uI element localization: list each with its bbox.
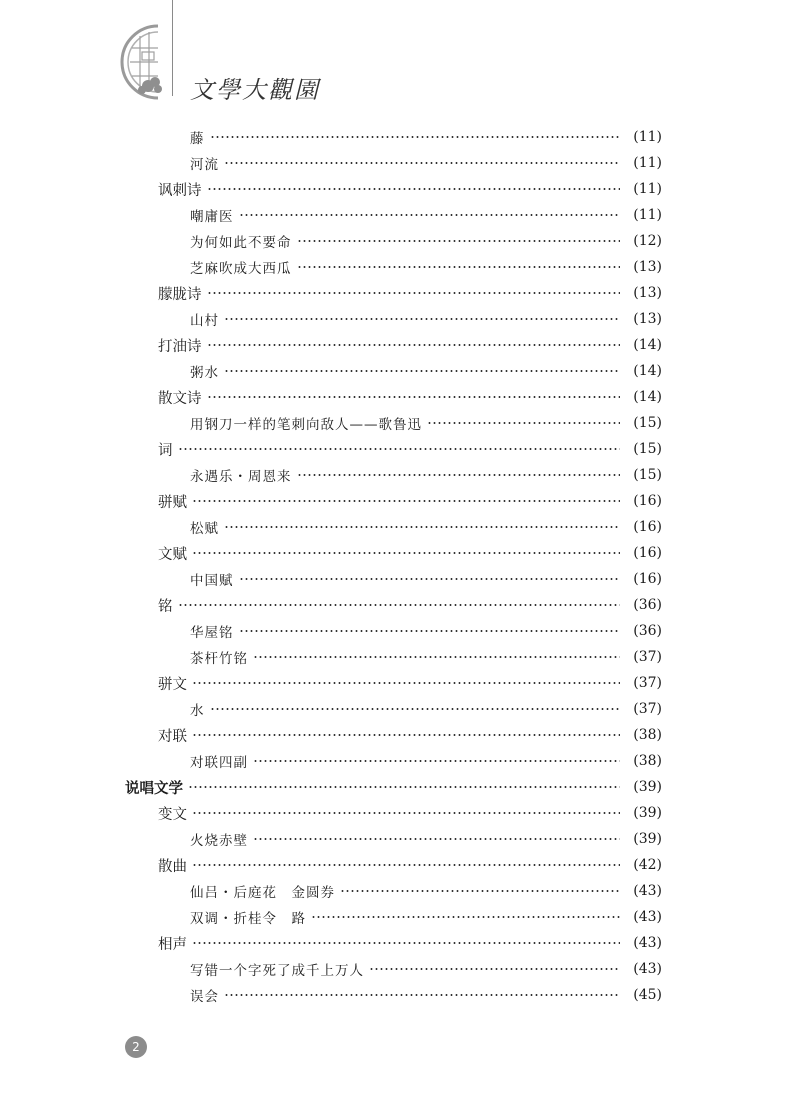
toc-entry-title: 散曲 — [158, 858, 187, 875]
toc-page-number: (11) — [633, 155, 662, 171]
dot-leader — [224, 993, 620, 997]
toc-entry-title: 为何如此不要命 — [190, 235, 292, 251]
toc-entry-title: 中国赋 — [190, 573, 234, 589]
toc-page-number: (15) — [633, 441, 662, 457]
toc-entry-title: 变文 — [158, 806, 187, 823]
toc-genre[interactable] — [0, 592, 790, 618]
dot-leader — [207, 343, 621, 347]
toc-genre[interactable] — [0, 930, 790, 956]
toc-entry-title: 松赋 — [190, 521, 219, 537]
lattice-window-emblem-icon — [118, 22, 176, 102]
toc-page-number: (43) — [633, 909, 662, 925]
toc-page-number: (38) — [633, 727, 662, 743]
toc-page-number: (37) — [633, 649, 662, 665]
toc-entry[interactable] — [0, 150, 790, 176]
toc-entry-title: 文赋 — [158, 546, 187, 563]
toc-entry-title: 双调・折桂令 路 — [190, 911, 306, 927]
toc-page-number: (14) — [633, 389, 662, 405]
toc-entry-title: 铭 — [158, 598, 173, 615]
toc-entry-title: 水 — [190, 703, 205, 719]
dot-leader — [224, 161, 620, 165]
toc-page-number: (11) — [633, 181, 662, 197]
toc-entry-title: 华屋铭 — [190, 625, 234, 641]
dot-leader — [178, 447, 621, 451]
toc-page-number: (16) — [633, 545, 662, 561]
toc-entry[interactable] — [0, 228, 790, 254]
toc-entry[interactable] — [0, 254, 790, 280]
dot-leader — [297, 265, 621, 269]
dot-leader — [210, 135, 621, 139]
toc-entry-title: 讽刺诗 — [158, 182, 202, 199]
toc-entry-title: 对联 — [158, 728, 187, 745]
toc-genre[interactable] — [0, 800, 790, 826]
toc-entry-title: 永遇乐・周恩来 — [190, 469, 292, 485]
toc-entry-title: 嘲庸医 — [190, 209, 234, 225]
dot-leader — [239, 213, 621, 217]
toc-page-number: (37) — [633, 675, 662, 691]
toc-page-number: (11) — [633, 207, 662, 223]
toc-page-number: (42) — [633, 857, 662, 873]
toc-page-number: (39) — [633, 779, 662, 795]
toc-page-number: (13) — [633, 311, 662, 327]
toc-entry[interactable] — [0, 202, 790, 228]
toc-entry[interactable] — [0, 878, 790, 904]
dot-leader — [427, 421, 620, 425]
toc-page-number: (13) — [633, 259, 662, 275]
dot-leader — [192, 681, 620, 685]
toc-genre[interactable] — [0, 540, 790, 566]
toc-genre[interactable] — [0, 852, 790, 878]
dot-leader — [178, 603, 621, 607]
page-number-badge: 2 — [125, 1036, 147, 1058]
toc-entry-title: 火烧赤壁 — [190, 833, 248, 849]
toc-entry[interactable] — [0, 124, 790, 150]
toc-entry-title: 芝麻吹成大西瓜 — [190, 261, 292, 277]
toc-entry-title: 误会 — [190, 989, 219, 1005]
toc-entry-title: 朦胧诗 — [158, 286, 202, 303]
toc-entry-title: 骈文 — [158, 676, 187, 693]
toc-genre[interactable] — [0, 280, 790, 306]
toc-entry-title: 用钢刀一样的笔刺向敌人——歌鲁迅 — [190, 417, 422, 433]
toc-entry-title: 打油诗 — [158, 338, 202, 355]
toc-entry[interactable] — [0, 566, 790, 592]
dot-leader — [207, 187, 621, 191]
toc-genre[interactable] — [0, 722, 790, 748]
toc-entry-title: 骈赋 — [158, 494, 187, 511]
toc-entry-title: 山村 — [190, 313, 219, 329]
toc-entry-title: 藤 — [190, 131, 205, 147]
dot-leader — [311, 915, 620, 919]
toc-entry[interactable] — [0, 956, 790, 982]
toc-page-number: (38) — [633, 753, 662, 769]
toc-section[interactable] — [0, 774, 790, 800]
dot-leader — [340, 889, 620, 893]
toc-page-number: (45) — [633, 987, 662, 1003]
dot-leader — [192, 733, 620, 737]
toc-page-number: (14) — [633, 363, 662, 379]
toc-genre[interactable] — [0, 384, 790, 410]
dot-leader — [192, 811, 620, 815]
toc-entry[interactable] — [0, 748, 790, 774]
toc-entry[interactable] — [0, 644, 790, 670]
dot-leader — [192, 863, 620, 867]
toc-page-number: (36) — [633, 623, 662, 639]
dot-leader — [253, 837, 620, 841]
dot-leader — [253, 759, 620, 763]
toc-page-number: (43) — [633, 961, 662, 977]
toc-page-number: (39) — [633, 831, 662, 847]
toc-genre[interactable] — [0, 176, 790, 202]
toc-genre[interactable] — [0, 332, 790, 358]
toc-entry-title: 茶杆竹铭 — [190, 651, 248, 667]
book-title: 文學大觀園 — [190, 76, 320, 104]
toc-page-number: (15) — [633, 415, 662, 431]
dot-leader — [192, 551, 620, 555]
toc-page-number: (13) — [633, 285, 662, 301]
dot-leader — [297, 473, 621, 477]
toc-entry-title: 仙吕・后庭花 金圆券 — [190, 885, 335, 901]
toc-page-number: (16) — [633, 519, 662, 535]
toc-page-number: (14) — [633, 337, 662, 353]
dot-leader — [207, 395, 621, 399]
dot-leader — [239, 629, 621, 633]
toc-page-number: (12) — [633, 233, 662, 249]
toc-page-number: (43) — [633, 883, 662, 899]
toc-page-number: (39) — [633, 805, 662, 821]
toc-page-number: (37) — [633, 701, 662, 717]
toc-entry-title: 散文诗 — [158, 390, 202, 407]
dot-leader — [297, 239, 621, 243]
dot-leader — [239, 577, 621, 581]
dot-leader — [192, 499, 620, 503]
dot-leader — [207, 291, 621, 295]
toc-page-number: (11) — [633, 129, 662, 145]
toc-entry-title: 说唱文学 — [125, 780, 183, 797]
toc-entry[interactable] — [0, 358, 790, 384]
toc-entry-title: 相声 — [158, 936, 187, 953]
toc-page-number: (16) — [633, 571, 662, 587]
toc-entry[interactable] — [0, 618, 790, 644]
dot-leader — [192, 941, 620, 945]
toc-entry[interactable] — [0, 306, 790, 332]
toc-entry[interactable] — [0, 514, 790, 540]
toc-entry-title: 词 — [158, 442, 173, 459]
toc-entry[interactable] — [0, 904, 790, 930]
toc-entry-title: 写错一个字死了成千上万人 — [190, 963, 364, 979]
toc-entry[interactable] — [0, 462, 790, 488]
dot-leader — [224, 317, 620, 321]
toc-entry[interactable] — [0, 826, 790, 852]
dot-leader — [188, 785, 620, 789]
toc-page-number: (43) — [633, 935, 662, 951]
toc-entry[interactable] — [0, 696, 790, 722]
toc-genre[interactable] — [0, 436, 790, 462]
toc-entry-title: 粥水 — [190, 365, 219, 381]
toc-entry[interactable] — [0, 410, 790, 436]
dot-leader — [210, 707, 621, 711]
toc-entry-title: 河流 — [190, 157, 219, 173]
dot-leader — [224, 525, 620, 529]
toc-page-number: (15) — [633, 467, 662, 483]
toc-page-number: (36) — [633, 597, 662, 613]
toc-entry-title: 对联四副 — [190, 755, 248, 771]
dot-leader — [224, 369, 620, 373]
toc-entry[interactable] — [0, 982, 790, 1008]
dot-leader — [369, 967, 620, 971]
dot-leader — [253, 655, 620, 659]
toc-page-number: (16) — [633, 493, 662, 509]
toc-genre[interactable] — [0, 488, 790, 514]
toc-genre[interactable] — [0, 670, 790, 696]
